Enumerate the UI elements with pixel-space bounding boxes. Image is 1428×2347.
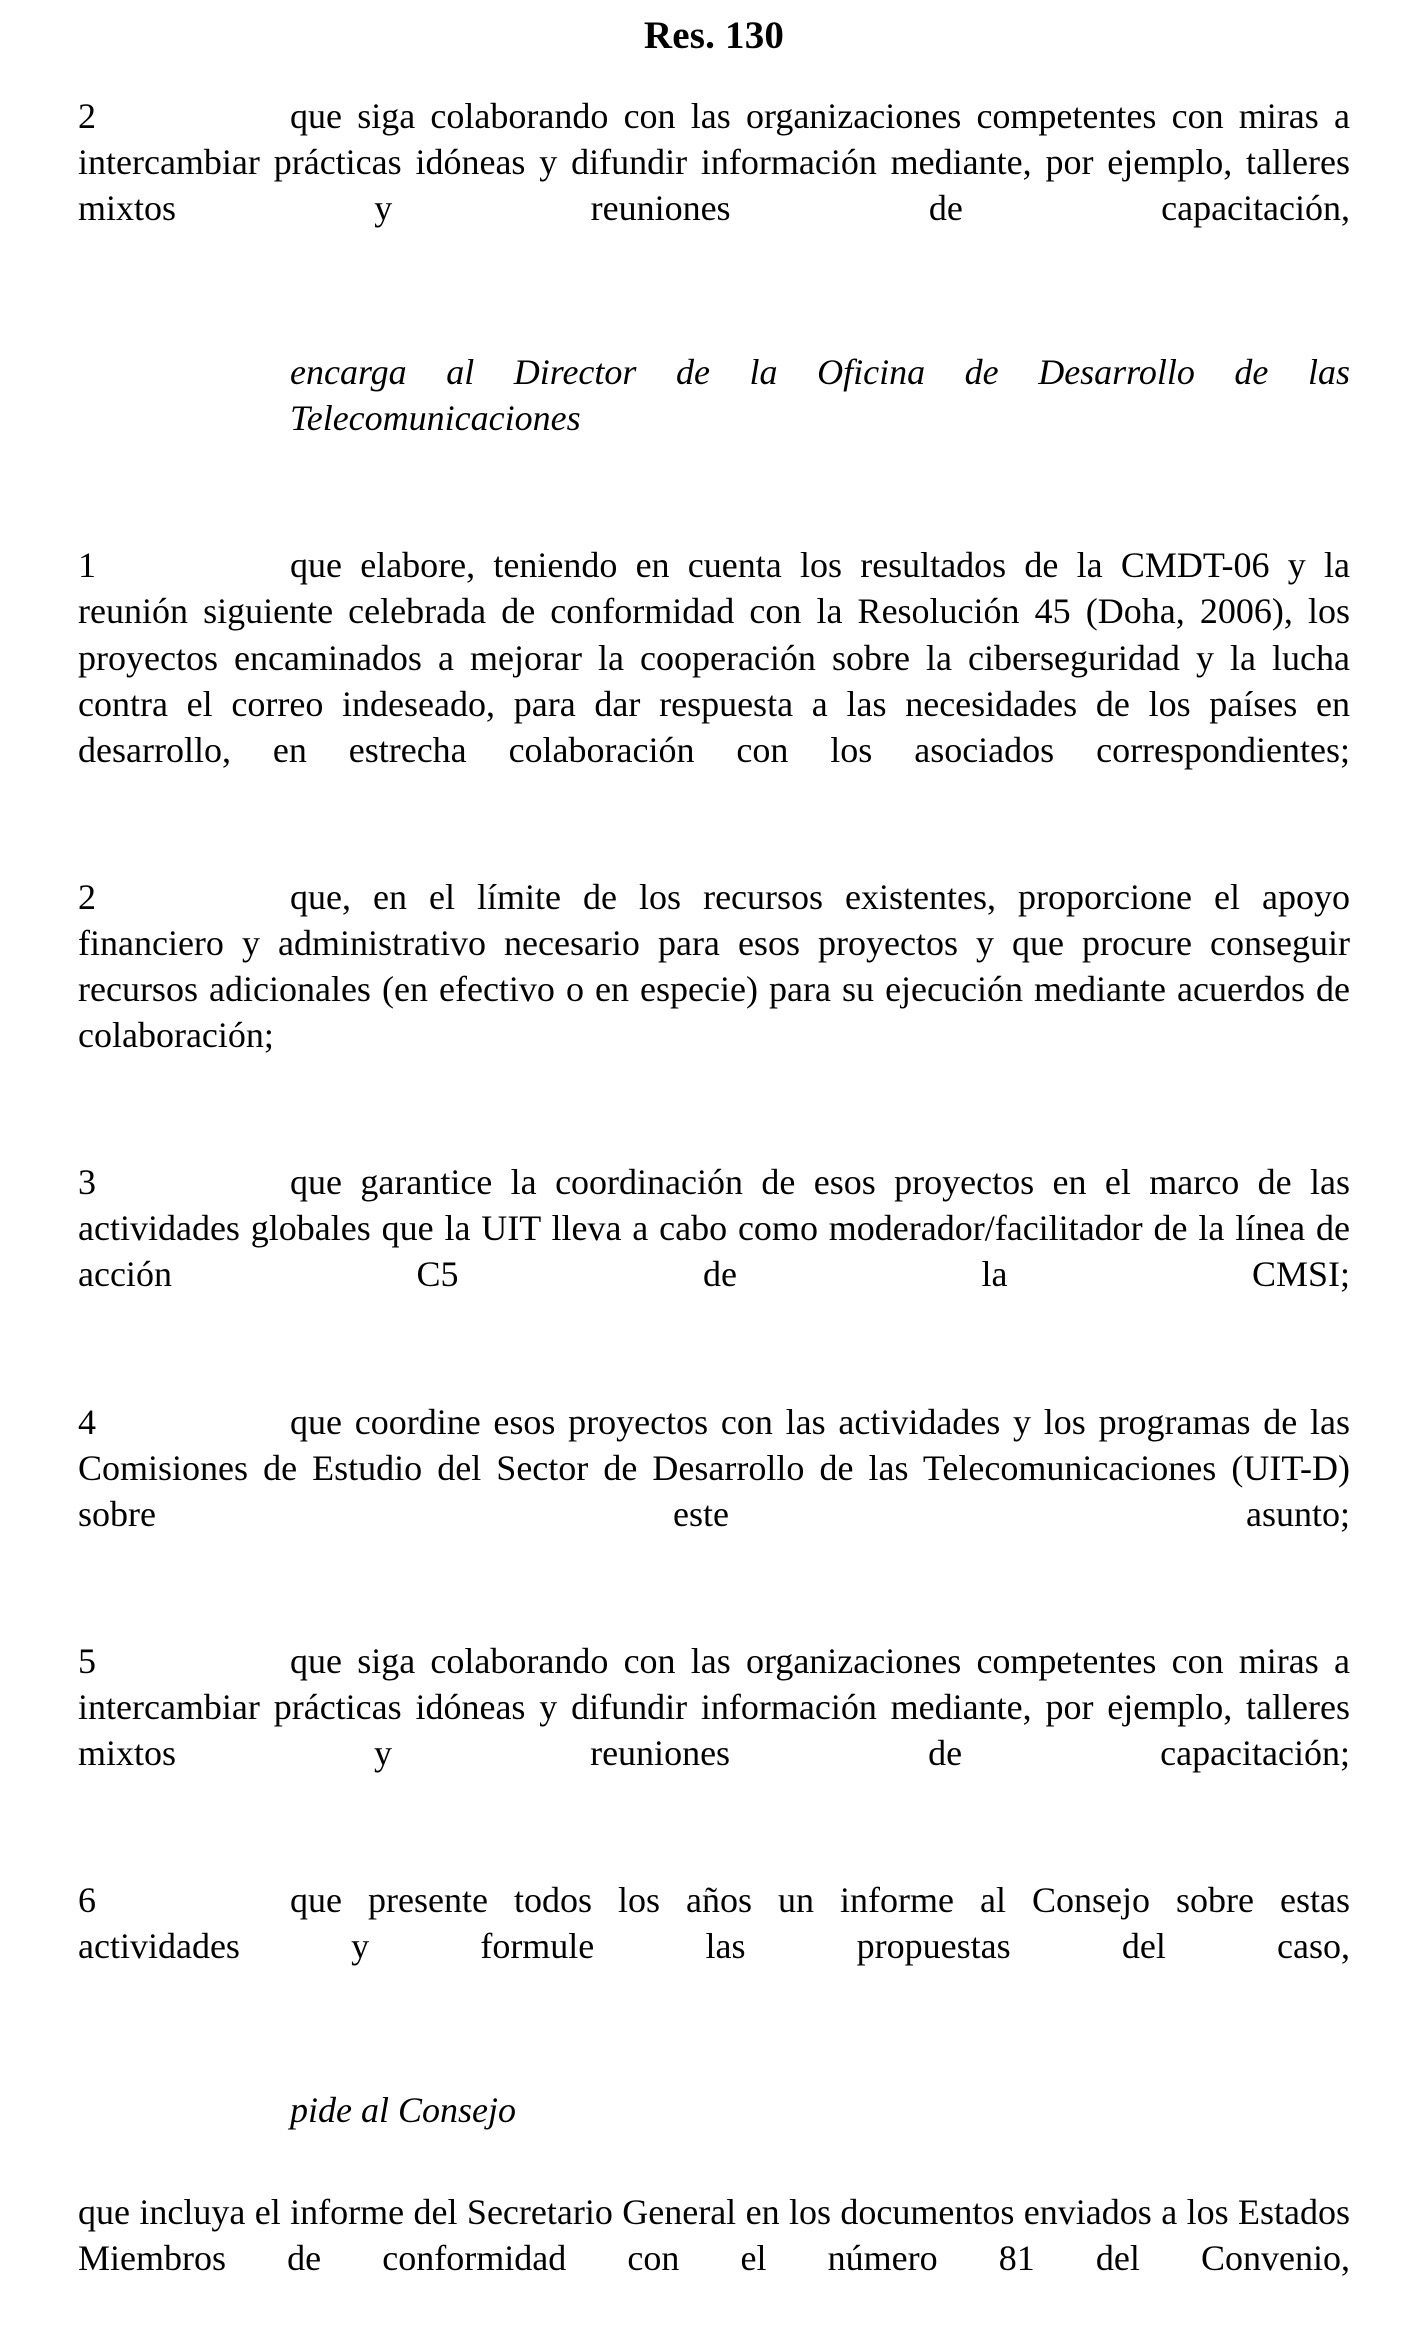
- paragraph-6-informe: [78, 1877, 1350, 2015]
- page-title: Res. 130: [643, 14, 785, 57]
- paragraph-1-elabore: [78, 542, 1350, 818]
- spacer: [78, 277, 1350, 349]
- paragraph-5-colaborando: [78, 1638, 1350, 1822]
- heading-pide-al-consejo: pide al Consejo: [290, 2090, 516, 2131]
- heading-encarga-director-bdt: encarga al Director de la Oficina de Desarrollo de las Telecomunicaciones: [290, 352, 1350, 439]
- paragraph-text: que coordine esos proyectos con las actividades y los programas de las Comisiones de Estudio del Sector de Desarrollo de las Telecomunicaciones (UIT-D) sobre este asunto;: [78, 1401, 1350, 1534]
- paragraph-4-comisiones: [78, 1399, 1350, 1583]
- paragraph-number: 1: [78, 545, 96, 586]
- spacer: [78, 1822, 1350, 1877]
- paragraph-2-recursos: [78, 874, 1350, 1104]
- paragraph-text: que garantice la coordinación de esos proyectos en el marco de las actividades globales que la UIT lleva a cabo como moderador/facilitador de la línea de acción C5 de la CMSI;: [78, 1162, 1350, 1295]
- paragraph-number: 5: [78, 1640, 96, 1681]
- paragraph-number: 4: [78, 1401, 96, 1442]
- paragraph-text: que siga colaborando con las organizaciones competentes con miras a intercambiar prácticas idóneas y difundir información mediante, por ejemplo, talleres mixtos y reuniones de capacitación;: [78, 1640, 1350, 1774]
- paragraph-text: que presente todos los años un informe al Consejo sobre estas actividades y formule las propuestas del caso,: [78, 1880, 1350, 1967]
- spacer: [78, 2015, 1350, 2087]
- paragraph-number: 3: [78, 1162, 96, 1203]
- paragraph-3-coordinacion: [78, 1159, 1350, 1343]
- spacer: [78, 2134, 1350, 2189]
- paragraph-number: 2: [78, 95, 96, 136]
- spacer: [78, 487, 1350, 542]
- paragraph-2-top: [78, 93, 1350, 277]
- spacer: [78, 819, 1350, 874]
- paragraph-text: que, en el límite de los recursos existentes, proporcione el apoyo financiero y administrativo necesario para esos proyectos y que procure conseguir recursos adicionales (en efectivo o en especie) para su ejecución mediante acuerdos de colaboración;: [78, 876, 1350, 1056]
- paragraph-incluya-informe: que incluya el informe del Secretario General en los documentos enviados a los Estados Miembros de conformidad con el número 81 del Convenio,: [78, 2191, 1350, 2278]
- spacer: [78, 1104, 1350, 1159]
- paragraph-text: que siga colaborando con las organizaciones competentes con miras a intercambiar prácticas idóneas y difundir información mediante, por ejemplo, talleres mixtos y reuniones de capacitación,: [78, 95, 1350, 228]
- spacer: [78, 1344, 1350, 1399]
- spacer: [78, 1583, 1350, 1638]
- paragraph-number: 2: [78, 876, 96, 917]
- paragraph-number: 6: [78, 1880, 96, 1921]
- paragraph-text: que elabore, teniendo en cuenta los resultados de la CMDT-06 y la reunión siguiente celebrada de conformidad con la Resolución 45 (Doha, 2006), los proyectos encaminados a mejorar la cooperación sobre la ciberseguridad y la lucha contra el correo indeseado, para dar respuesta a las necesidades de los países en desarrollo, en estrecha colaboración con los asociados correspondientes;: [78, 545, 1350, 770]
